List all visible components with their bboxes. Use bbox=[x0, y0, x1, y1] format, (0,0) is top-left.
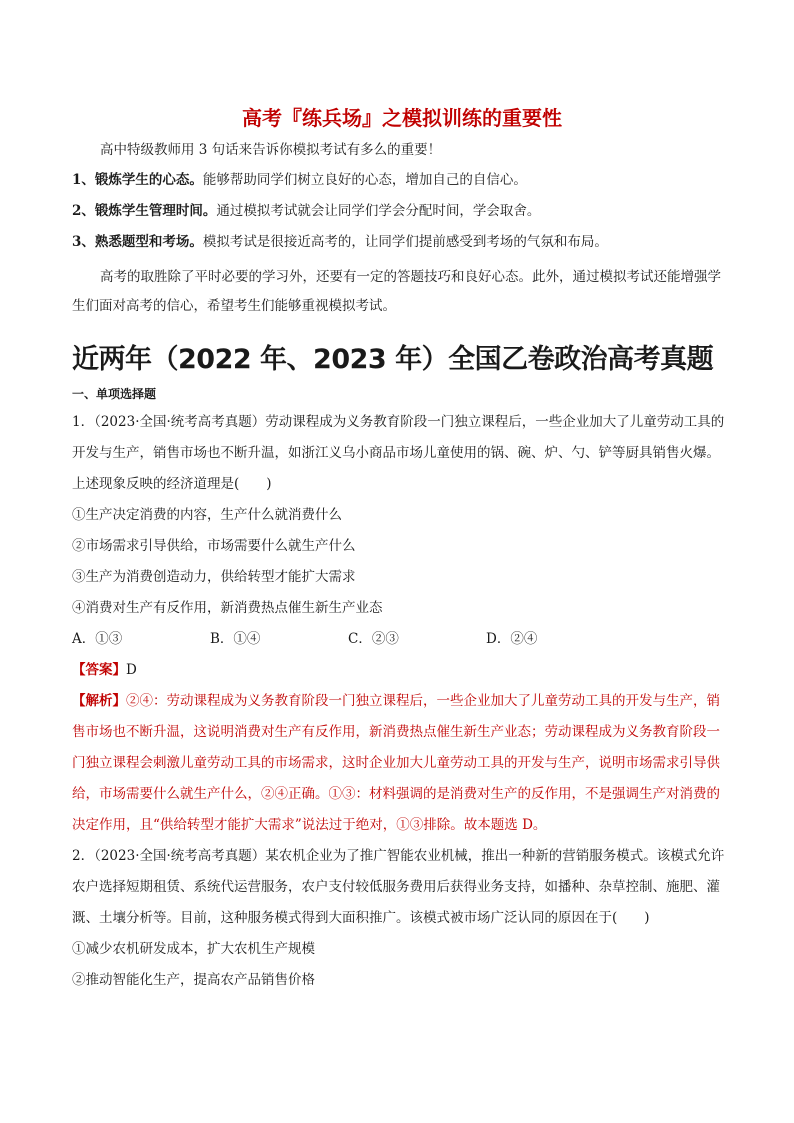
question-option: ②推动智能化生产，提高农产品销售价格 bbox=[72, 972, 315, 988]
choice-b: B．①④ bbox=[210, 631, 261, 647]
banner-closing: 高考的取胜除了平时必要的学习外，还要有一定的答题技巧和良好心态。此外，通过模拟考试还能增强学生们面对高考的信心，希望考生们能够重视模拟考试。 bbox=[72, 269, 721, 314]
question-stem: 1．（2023·全国·统考高考真题）劳动课程成为义务教育阶段一门独立课程后，一些企业加大了儿童劳动工具的开发与生产，销售市场也不断升温，如浙江义乌小商品市场儿童使用的锅、碗、炉、勺、铲等厨具销售火爆。上述现象反映的经济道理是( ) bbox=[72, 414, 725, 492]
answer-line bbox=[72, 655, 732, 686]
question-option: ②市场需求引导供给，市场需要什么就生产什么 bbox=[72, 538, 356, 554]
point-text: 模拟考试是很接近高考的，让同学们提前感受到考场的气氛和布局。 bbox=[202, 234, 608, 250]
point-text: 能够帮助同学们树立良好的心态，增加自己的自信心。 bbox=[202, 172, 527, 188]
answer-value: D bbox=[126, 662, 137, 678]
banner-title: 高考『练兵场』之模拟训练的重要性 bbox=[242, 106, 562, 130]
choice-a: A．①③ bbox=[72, 631, 123, 647]
banner-point-1 bbox=[72, 170, 732, 190]
point-text: 通过模拟考试就会让同学们学会分配时间，学会取舍。 bbox=[216, 203, 541, 219]
banner-intro: 高中特级教师用 3 句话来告诉你模拟考试有多么的重要！ bbox=[100, 142, 442, 158]
banner-point-2 bbox=[72, 201, 732, 221]
question-option: ①减少农机研发成本，扩大农机生产规模 bbox=[72, 941, 315, 957]
question-choices bbox=[72, 624, 732, 655]
question-1 bbox=[72, 407, 732, 841]
question-option: ①生产决定消费的内容，生产什么就消费什么 bbox=[72, 507, 342, 523]
question-option: ③生产为消费创造动力，供给转型才能扩大需求 bbox=[72, 569, 356, 585]
analysis-block bbox=[72, 686, 732, 841]
section-label: 一、单项选择题 bbox=[72, 387, 157, 401]
document-page bbox=[72, 104, 732, 996]
question-option: ④消费对生产有反作用，新消费热点催生新生产业态 bbox=[72, 600, 383, 616]
banner-point-3 bbox=[72, 232, 732, 252]
choice-d: D．②④ bbox=[486, 631, 538, 647]
point-lead: 3、熟悉题型和考场。 bbox=[72, 234, 203, 250]
question-2 bbox=[72, 841, 732, 996]
analysis-tag: 【解析】 bbox=[72, 693, 126, 709]
analysis-text: ②④：劳动课程成为义务教育阶段一门独立课程后，一些企业加大了儿童劳动工具的开发与生产，销售市场也不断升温，这说明消费对生产有反作用，新消费热点催生新生产业态；劳动课程成为义务教育阶段一门独立课程会刺激儿童劳动工具的市场需求，这时企业加大儿童劳动工具的开发与生产，说明市场需求引导供给，市场需要什么就生产什么，②④正确。①③：材料强调的是消费对生产的反作用，不是强调生产对消费的决定作用，且“供给转型才能扩大需求”说法过于绝对，①③排除。故本题选 D。 bbox=[72, 693, 720, 833]
choice-c: C．②③ bbox=[348, 631, 399, 647]
main-title: 近两年（2022 年、2023 年）全国乙卷政治高考真题 bbox=[72, 344, 714, 375]
question-stem: 2．（2023·全国·统考高考真题）某农机企业为了推广智能农业机械，推出一种新的营销服务模式。该模式允许农户选择短期租赁、系统代运营服务，农户支付较低服务费用后获得业务支持，如播种、杂草控制、施肥、灌溉、土壤分析等。目前，这种服务模式得到大面积推广。该模式被市场广泛认同的原因在于( ) bbox=[72, 848, 725, 926]
point-lead: 2、锻炼学生管理时间。 bbox=[72, 203, 217, 219]
point-lead: 1、锻炼学生的心态。 bbox=[72, 172, 203, 188]
answer-tag: 【答案】 bbox=[72, 662, 126, 678]
